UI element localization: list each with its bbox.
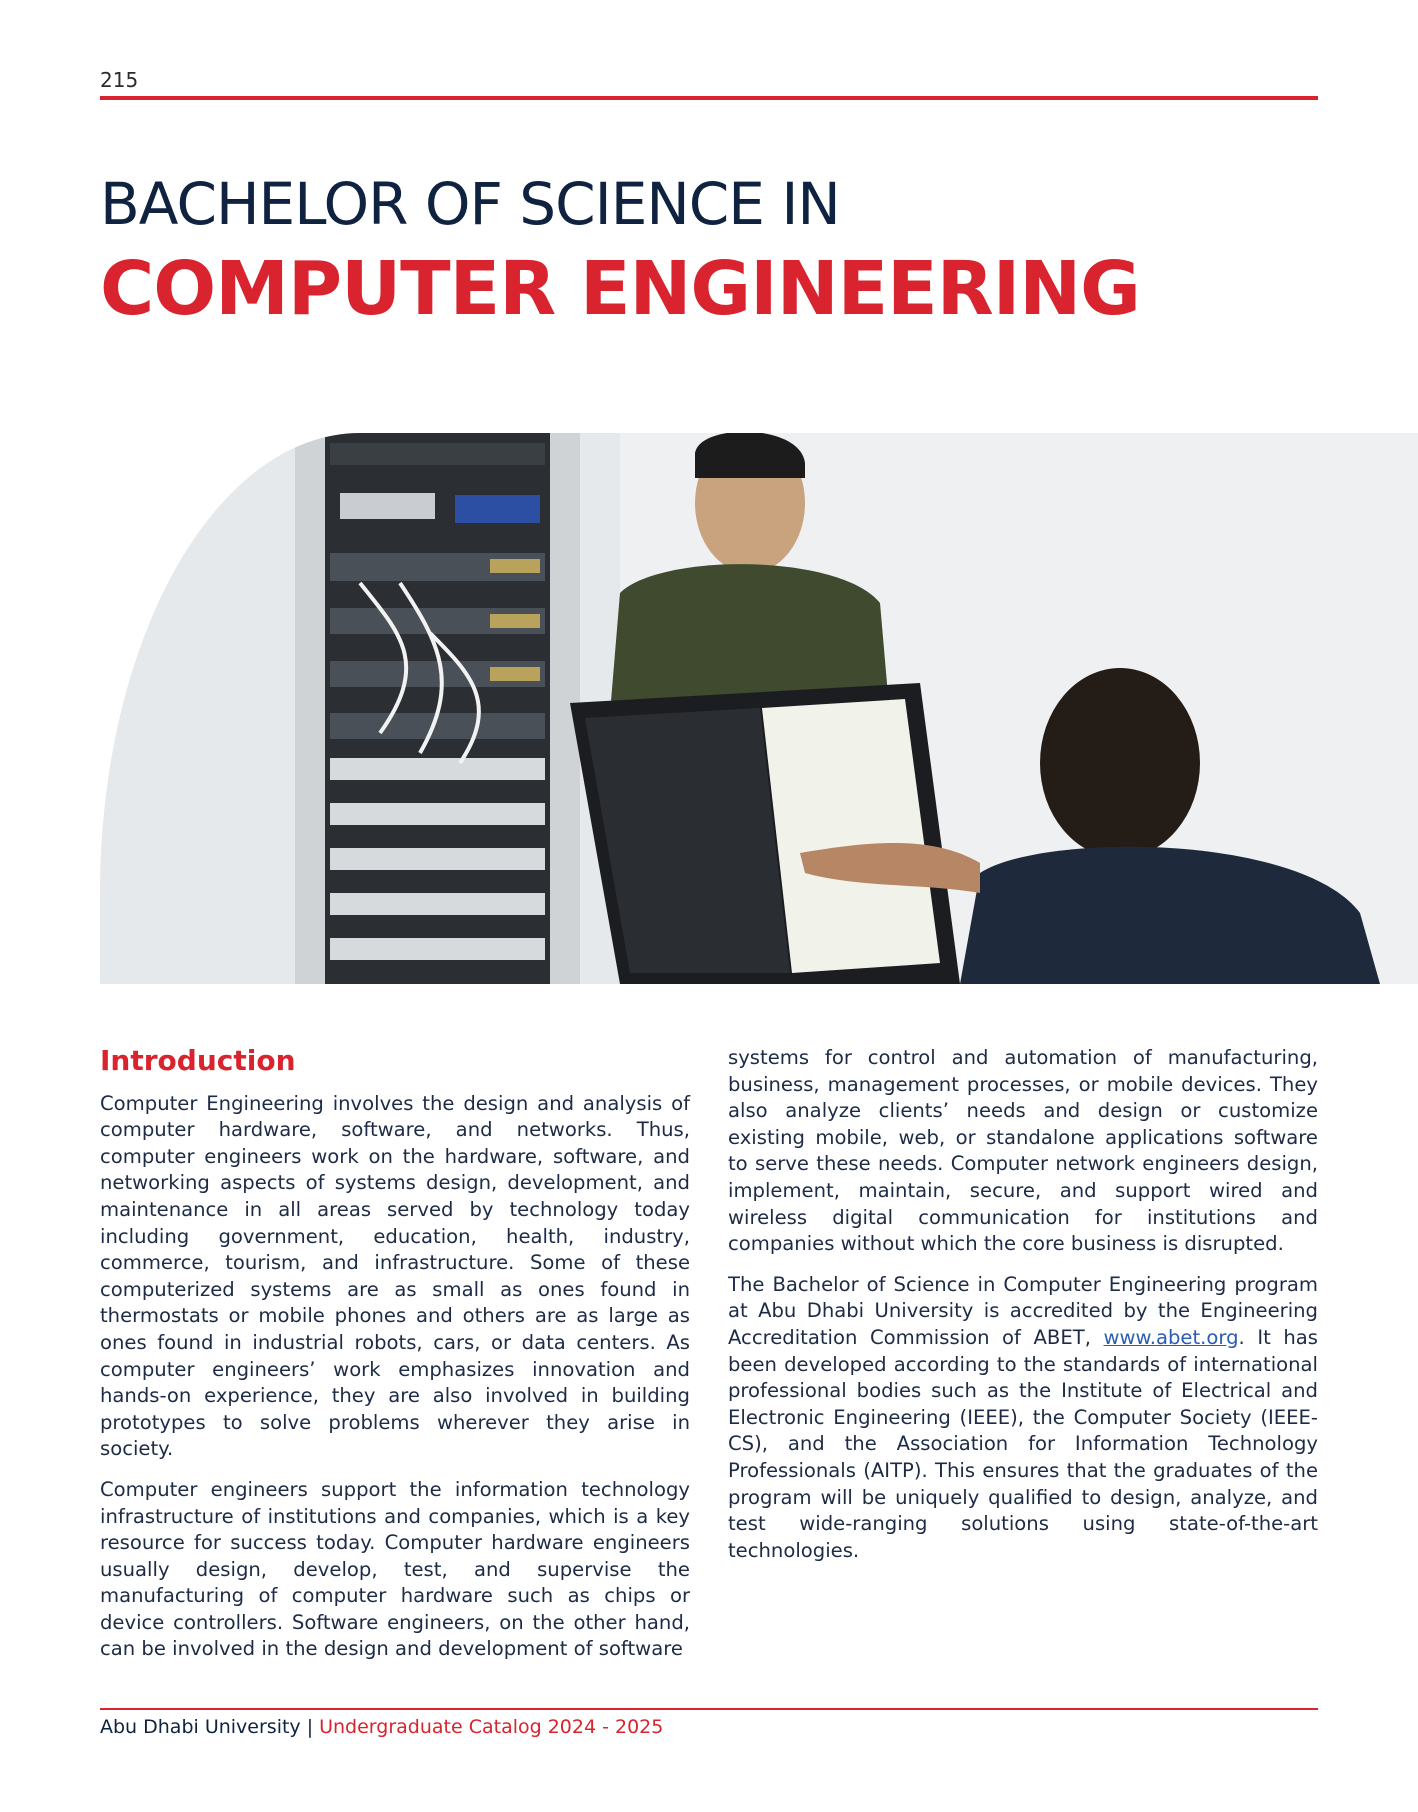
right-column	[728, 1045, 1318, 1578]
bottom-rule	[100, 1708, 1318, 1710]
intro-paragraph-1: Computer Engineering involves the design and analysis of computer hardware, software, and networks. Thus, computer engineers work on the hardware, software, and networking aspects of systems design, development, and maintenance in all areas served by technology today including government, education, health, industry, commerce, tourism, and infrastructure. Some of these computerized systems are as small as ones found in thermostats or mobile phones and others are as large as ones found in industrial robots, cars, or data centers. As computer engineers’ work emphasizes innovation and hands-on experience, they are also involved in building prototypes to solve problems wherever they arise in society.	[100, 1091, 690, 1461]
accreditation-text-end: . It has been developed according to the standards of international professional bodies such as the Institute of Electrical and Electronic Engineering (IEEE), the Computer Society (IEEE-CS), and the Association for Information Technology Professionals (AITP). This ensures that the graduates of the program will be uniquely qualified to design, analyze, and test wide-ranging solutions using state-of-the-art technologies.	[728, 1325, 1318, 1562]
footer	[100, 1716, 663, 1738]
accreditation-text-start: The Bachelor of Science in Computer Engineering program at Abu Dhabi University is accredited by the Engineering Accreditation Commission of ABET,	[728, 1272, 1318, 1349]
left-column	[100, 1040, 690, 1677]
intro-paragraph-2: Computer engineers support the information technology infrastructure of institutions and companies, which is a key resource for success today. Computer hardware engineers usually design, develop, test, and supervise the manufacturing of computer hardware such as chips or device controllers. Software engineers, on the other hand, can be involved in the design and development of software	[100, 1477, 690, 1661]
abet-link[interactable]: www.abet.org	[1103, 1325, 1239, 1349]
hero-photo	[100, 433, 1418, 984]
intro-paragraph-4	[728, 1272, 1318, 1565]
footer-catalog: Undergraduate Catalog 2024 - 2025	[319, 1716, 664, 1738]
footer-organization: Abu Dhabi University	[100, 1716, 301, 1738]
top-rule	[100, 96, 1318, 100]
intro-paragraph-3: systems for control and automation of manufacturing, business, management processes, or mobile devices. They also analyze clients’ needs and design or customize existing mobile, web, or standalone applications software to serve these needs. Computer network engineers design, implement, maintain, secure, and support wired and wireless digital communication for institutions and companies without which the core business is disrupted.	[728, 1046, 1318, 1256]
footer-separator: |	[306, 1716, 314, 1738]
title-line-2: COMPUTER ENGINEERING	[100, 246, 1140, 332]
title-line-1: BACHELOR OF SCIENCE IN	[100, 170, 840, 238]
introduction-heading: Introduction	[100, 1044, 296, 1077]
page-number: 215	[100, 68, 139, 92]
